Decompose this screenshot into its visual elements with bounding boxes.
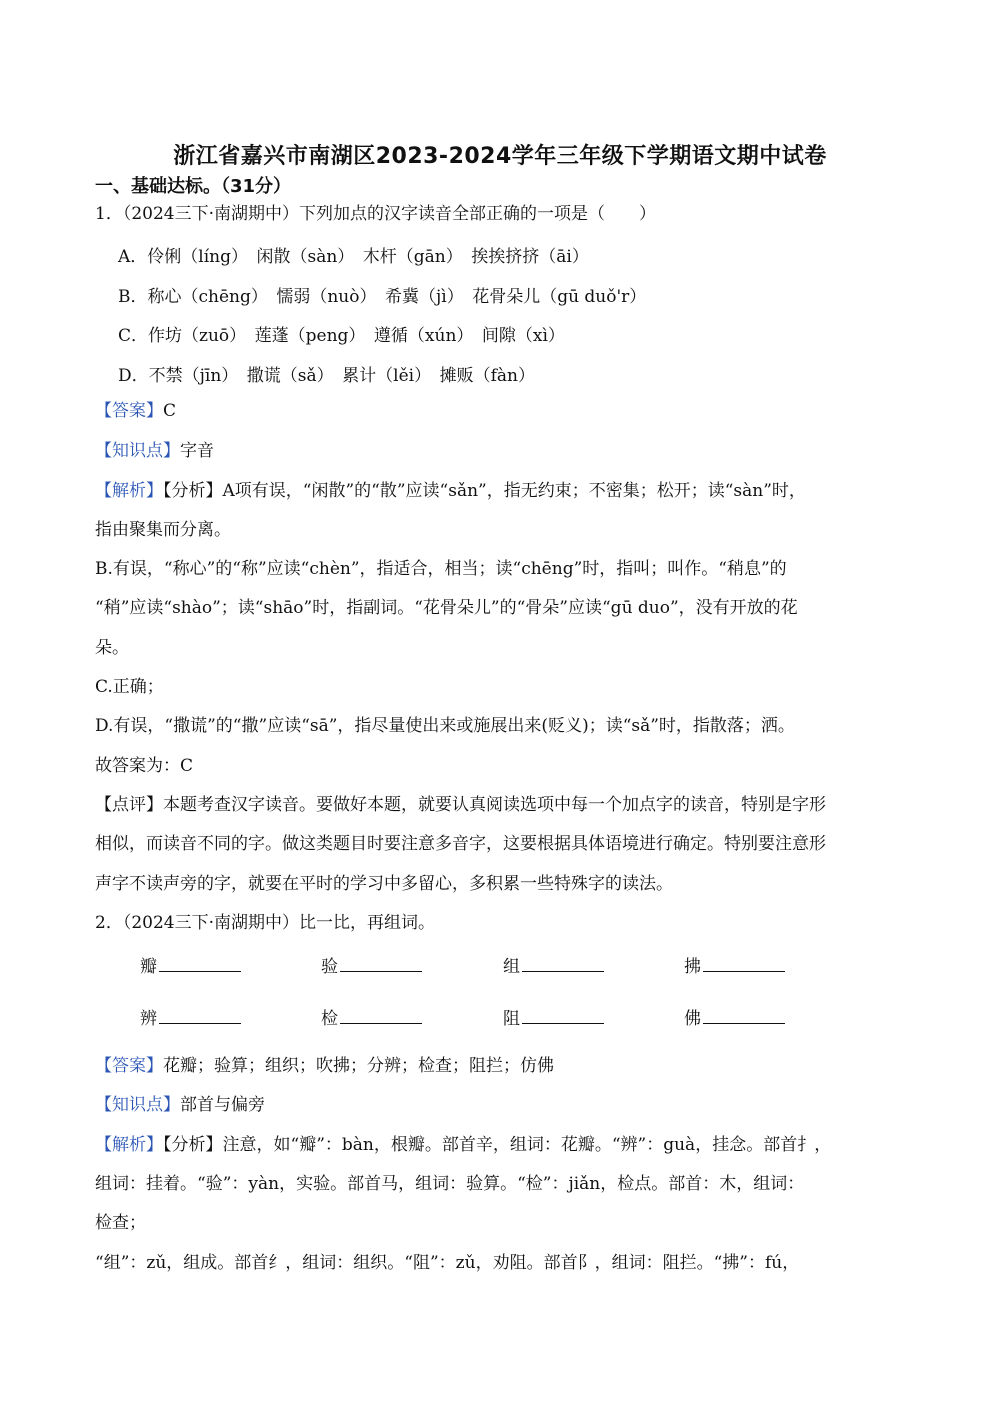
analysis-tag: 【解析】 xyxy=(95,481,163,501)
q1-analysis-line: 相似，而读音不同的字。做这类题目时要注意多音字，这要根据具体语境进行确定。特别要注意形 xyxy=(95,834,826,854)
q1-analysis-line: 故答案为：C xyxy=(95,756,194,776)
q1-option-d: D．不禁（jīn） 撒谎（sǎ） 累计（lěi） 摊贩（fàn） xyxy=(118,366,535,386)
q1-analysis-line: 声字不读声旁的字，就要在平时的学习中多留心，多积累一些特殊字的读法。 xyxy=(95,874,673,894)
q1-stem: 1．（2024三下·南湖期中）下列加点的汉字读音全部正确的一项是（ ） xyxy=(95,204,656,224)
q2-knowledge-point xyxy=(95,1093,265,1117)
answer-blank[interactable] xyxy=(522,1007,604,1024)
word-blank xyxy=(140,952,241,977)
answer-blank[interactable] xyxy=(340,1007,422,1024)
knowledge-point-text: 部首与偏旁 xyxy=(180,1095,265,1115)
word-blank xyxy=(684,952,785,977)
q2-analysis-line xyxy=(95,1133,831,1157)
q1-option-c: C．作坊（zuō） 莲蓬（peng） 遵循（xún） 间隙（xì） xyxy=(118,326,565,346)
answer-blank[interactable] xyxy=(703,955,785,972)
q2-analysis-line: “组”：zǔ，组成。部首纟，组词：组织。“阻”：zǔ，劝阻。部首阝，组词：阻拦。“拂”：fú， xyxy=(95,1253,800,1273)
q1-analysis-line: C.正确； xyxy=(95,677,164,697)
answer-tag: 【答案】 xyxy=(95,1056,163,1076)
word-char: 组 xyxy=(503,957,520,977)
analysis-text: 【分析】注意，如“瓣”：bàn，根瓣。部首辛，组词：花瓣。“辨”：guà，挂念。部首扌， xyxy=(163,1135,832,1155)
q1-option-a: A．伶俐（líng） 闲散（sàn） 木杆（gān） 挨挨挤挤（āi） xyxy=(118,247,589,267)
analysis-text: 【分析】A项有误，“闲散”的“散”应读“sǎn”，指无约束；不密集；松开；读“sàn”时， xyxy=(163,481,806,501)
q1-answer xyxy=(95,399,176,423)
page-title: 浙江省嘉兴市南湖区2023-2024学年三年级下学期语文期中试卷 xyxy=(173,144,827,169)
answer-blank[interactable] xyxy=(159,955,241,972)
knowledge-point-tag: 【知识点】 xyxy=(95,1095,180,1115)
q1-analysis-line: B.有误，“称心”的“称”应读“chèn”，指适合，相当；读“chēng”时，指叫；叫作。“稍息”的 xyxy=(95,559,787,579)
q1-analysis-line: D.有误，“撒谎”的“撒”应读“sā”，指尽量使出来或施展出来(贬义)；读“sǎ”时，指散落；洒。 xyxy=(95,716,795,736)
q2-stem: 2．（2024三下·南湖期中）比一比，再组词。 xyxy=(95,913,435,933)
q1-analysis-line: “稍”应读“shào”；读“shāo”时，指副词。“花骨朵儿”的“骨朵”应读“gū duo”，没有开放的花 xyxy=(95,598,798,618)
q2-answer xyxy=(95,1054,554,1078)
answer-text: 花瓣；验算；组织；吹拂；分辨；检查；阻拦；仿佛 xyxy=(163,1056,554,1076)
analysis-tag: 【解析】 xyxy=(95,1135,163,1155)
q1-analysis-line: 指由聚集而分离。 xyxy=(95,520,231,540)
answer-tag: 【答案】 xyxy=(95,401,163,421)
word-blank xyxy=(321,1004,422,1029)
word-blank xyxy=(503,952,604,977)
word-blank xyxy=(684,1004,785,1029)
q1-option-b: B．称心（chēng） 懦弱（nuò） 希冀（jì） 花骨朵儿（gū duǒ'r） xyxy=(118,287,647,307)
q2-analysis-line: 组词：挂着。“验”：yàn，实验。部首马，组词：验算。“检”：jiǎn，检点。部首：木，组词： xyxy=(95,1174,805,1194)
answer-blank[interactable] xyxy=(340,955,422,972)
answer-text: C xyxy=(163,401,177,421)
knowledge-point-tag: 【知识点】 xyxy=(95,441,180,461)
word-blank xyxy=(503,1004,604,1029)
q2-analysis-line: 检查； xyxy=(95,1213,146,1233)
word-blank xyxy=(140,1004,241,1029)
word-char: 辨 xyxy=(140,1009,157,1029)
q1-analysis-line xyxy=(95,479,806,503)
word-char: 验 xyxy=(321,957,338,977)
answer-blank[interactable] xyxy=(703,1007,785,1024)
word-blank xyxy=(321,952,422,977)
word-char: 拂 xyxy=(684,957,701,977)
word-char: 检 xyxy=(321,1009,338,1029)
word-char: 瓣 xyxy=(140,957,157,977)
word-char: 阻 xyxy=(503,1009,520,1029)
answer-blank[interactable] xyxy=(522,955,604,972)
knowledge-point-text: 字音 xyxy=(180,441,214,461)
q1-analysis-line: 【点评】本题考查汉字读音。要做好本题，就要认真阅读选项中每一个加点字的读音，特别是字形 xyxy=(95,795,826,815)
section-heading: 一、基础达标。（31分） xyxy=(95,176,292,197)
word-char: 佛 xyxy=(684,1009,701,1029)
q1-knowledge-point xyxy=(95,439,214,463)
q1-analysis-line: 朵。 xyxy=(95,638,129,658)
answer-blank[interactable] xyxy=(159,1007,241,1024)
